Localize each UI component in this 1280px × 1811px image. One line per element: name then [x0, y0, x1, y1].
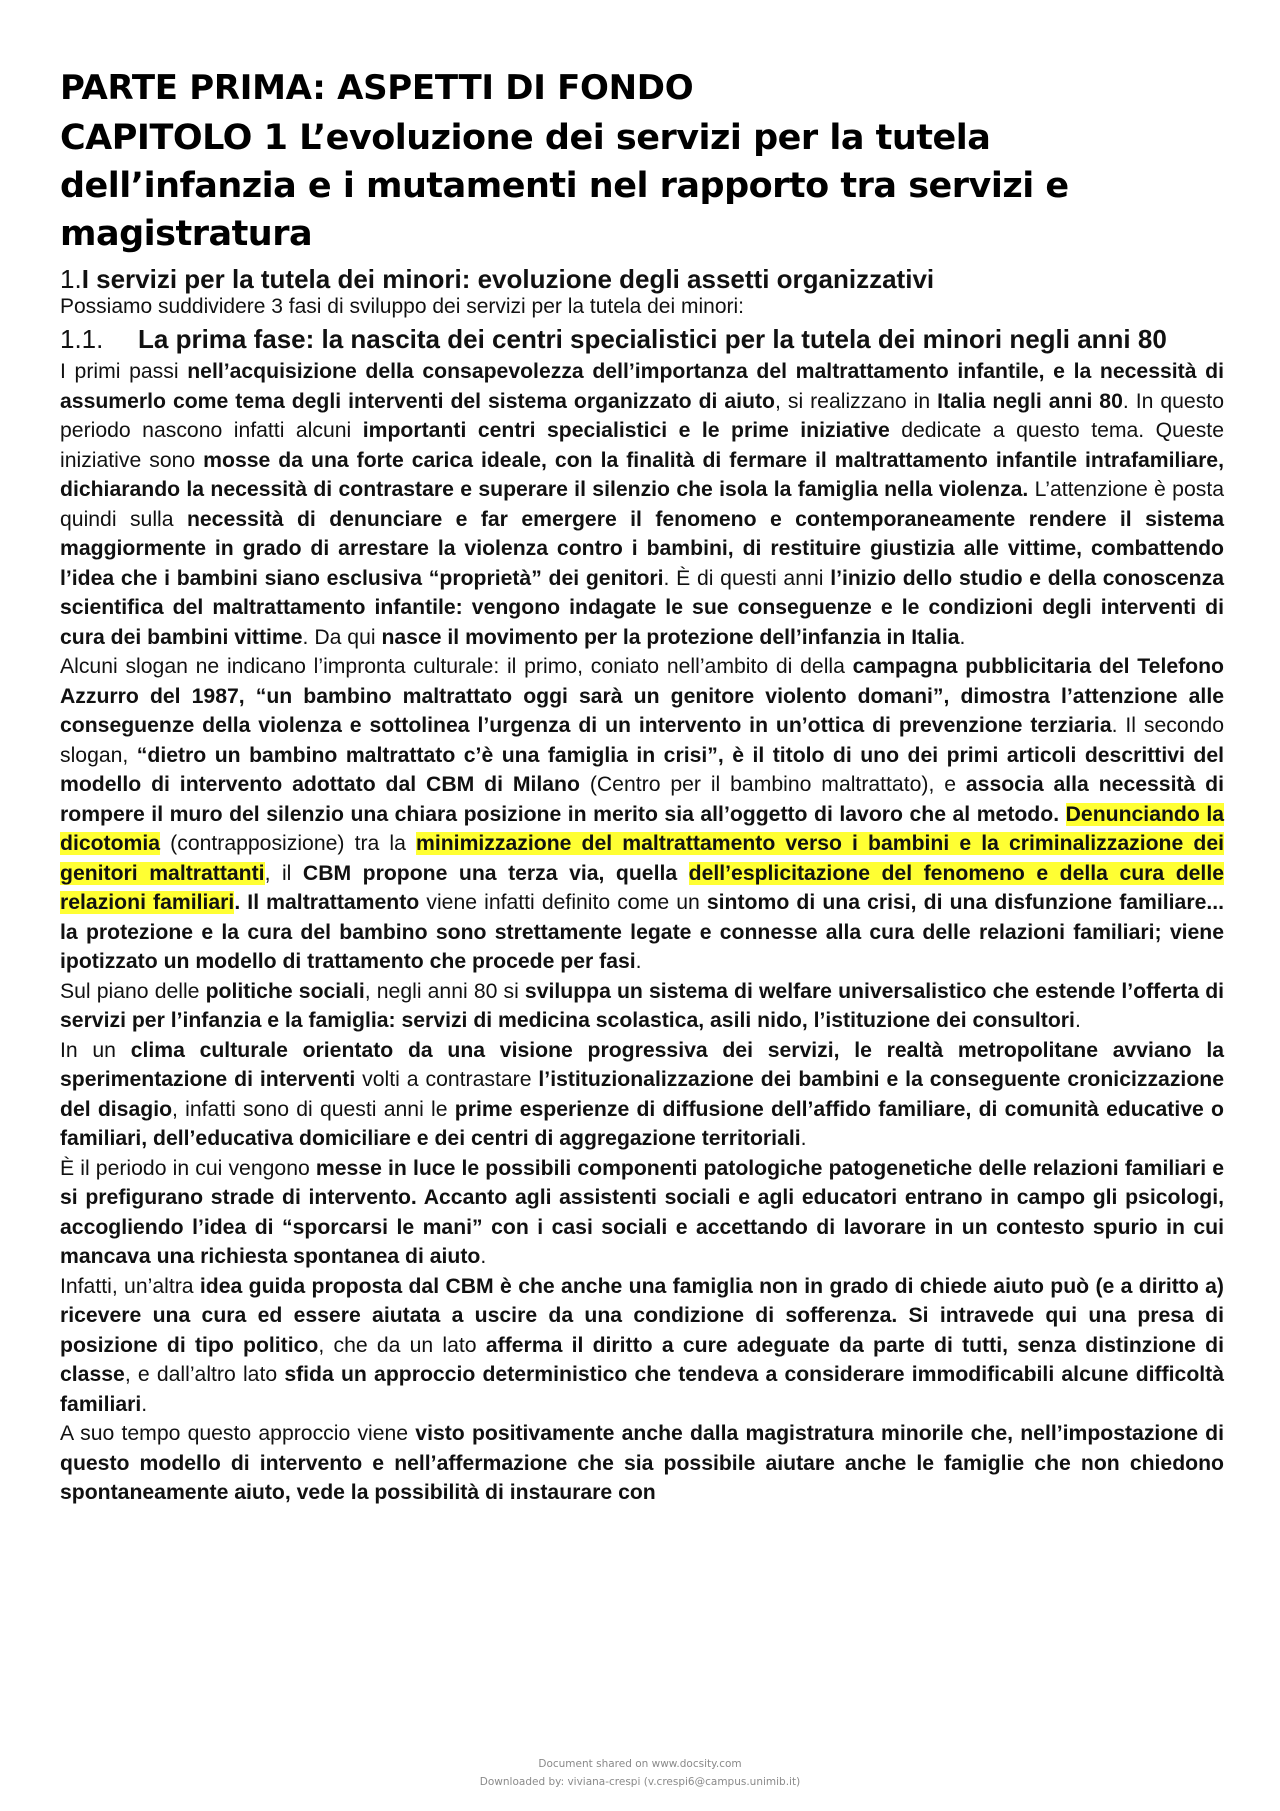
paragraph [60, 977, 1224, 1036]
text-run: . [800, 1127, 807, 1150]
paragraph [60, 652, 1224, 977]
text-run: visto positivamente anche dalla magistratura minorile che, nell’impostazione di questo modello di intervento e nell’affermazione che sia possibile aiutare anche le famiglie che non chiedono spontaneamente aiuto, vede la possibilità di instaurare con [60, 1422, 1225, 1504]
text-run: (contrapposizione) tra la [160, 832, 417, 855]
text-run: , e dall’altro lato [124, 1363, 285, 1386]
part-title: PARTE PRIMA: ASPETTI DI FONDO [60, 68, 694, 108]
text-run: . [1074, 1009, 1081, 1032]
text-run: dedicate a questo tema. Queste iniziative sono [60, 419, 1224, 472]
text-run: . [959, 625, 966, 649]
highlighted-text: Denunciando la dicotomia [60, 802, 1224, 855]
text-run: Sul piano delle [60, 979, 206, 1003]
text-run: , infatti sono di questi anni le [172, 1097, 455, 1121]
text-run: In un [60, 1038, 131, 1062]
footer-downloaded: Downloaded by: viviana-crespi (v.crespi6@campus.unimib.it) [479, 1776, 801, 1788]
intro-text: Possiamo suddividere 3 fasi di sviluppo dei servizi per la tutela dei minori: [60, 295, 744, 318]
text-run: . [480, 1245, 487, 1268]
subsection-heading [60, 324, 1224, 355]
text-run: , si realizzano in [775, 389, 938, 413]
text-run: sviluppa un sistema di welfare universalistico che estende l’offerta di servizi per l’infanzia e la famiglia: servizi di medicina scolastica, asili nido, l’istituzione dei consultori [60, 979, 1225, 1032]
text-run: afferma il diritto a cure adeguate da parte di tutti, senza distinzione di classe [60, 1333, 1225, 1386]
text-run: associa alla necessità di rompere il muro del silenzio una chiara posizione in merito sia all’oggetto di lavoro che al metodo. [60, 773, 1225, 826]
section-number: 1. [60, 264, 82, 294]
paragraph [60, 1272, 1224, 1420]
section-title: I servizi per la tutela dei minori: evoluzione degli assetti organizzativi [81, 264, 935, 294]
text-run: . È di questi anni [663, 566, 831, 590]
document-page [60, 66, 1224, 1508]
text-run: L’attenzione è posta quindi sulla [60, 478, 1225, 531]
text-run: nell’acquisizione della consapevolezza dell’importanza del maltrattamento infantile, e la necessità di assumerlo come tema degli interventi del sistema organizzato di aiuto [60, 360, 1224, 413]
subsection-title: La prima fase: la nascita dei centri specialistici per la tutela dei minori negli anni 80 [138, 324, 1167, 354]
text-run: “dietro un bambino maltrattato c’è una famiglia in crisi”, è il titolo di uno dei primi articoli descrittivi del modello di intervento adottato dal CBM di Milano [60, 743, 1224, 796]
text-run: È il periodo in cui vengono [60, 1156, 316, 1180]
text-run: prime esperienze di diffusione dell’affido familiare, di comunità educative o familiari, dell’educativa domiciliare e dei centri di aggregazione territoriali [60, 1097, 1225, 1150]
text-run: volti a contrastare [355, 1068, 539, 1091]
text-run: sintomo di una crisi, di una disfunzione familiare... la protezione e la cura del bambino sono strettamente legate e connesse alla cura delle relazioni familiari; viene ipotizzato un modello di trattamento che procede per fasi [60, 891, 1225, 973]
text-run: . Da qui [302, 625, 382, 649]
text-run: , che da un lato [318, 1333, 486, 1357]
paragraph [60, 1154, 1224, 1272]
text-run: clima culturale orientato da una visione progressiva dei servizi, le realtà metropolitane avviano la sperimentazione di interventi [60, 1038, 1224, 1091]
text-run: sfida un approccio deterministico che tendeva a considerare immodificabili alcune difficoltà familiari [60, 1363, 1224, 1416]
text-run: . In questo periodo nascono infatti alcuni [60, 389, 1224, 442]
paragraph [60, 357, 1224, 652]
text-run: . Il maltrattamento [234, 891, 420, 914]
text-run: messe in luce le possibili componenti patologiche patogenetiche delle relazioni familiari e si prefigurano strade di intervento. Accanto agli assistenti sociali e agli educatori entrano in campo gli psicologi, accogliendo l’idea di “sporcarsi le mani” con i casi sociali e accettando di lavorare in un contesto spurio in cui mancava una richiesta spontanea di aiuto [60, 1156, 1224, 1268]
text-run: l’inizio dello studio e della conoscenza scientifica del maltrattamento infantile: vengono indagate le sue conseguenze e le condizioni degli interventi di cura dei bambini vittime [60, 566, 1224, 649]
text-run: politiche sociali [205, 979, 365, 1003]
text-run: CBM propone una terza via, quella [302, 861, 689, 885]
text-run: importanti centri specialistici e le prime iniziative [362, 419, 890, 442]
text-run: l’istituzionalizzazione dei bambini e la conseguente cronicizzazione del disagio [60, 1068, 1224, 1121]
text-run: viene infatti definito come un [419, 891, 707, 914]
text-run: (Centro per il bambino maltrattato), e [579, 773, 966, 796]
text-run: I primi passi [60, 360, 188, 383]
highlighted-text: dell’esplicitazione del fenomeno e della cura delle relazioni familiari [60, 861, 1224, 914]
paragraph [60, 1419, 1224, 1508]
chapter-title: CAPITOLO 1 L’evoluzione dei servizi per la tutela dell’infanzia e i mutamenti nel rapporto tra servizi e magistratura [60, 118, 1069, 254]
text-run: , il [264, 861, 303, 885]
text-run: necessità di denunciare e far emergere il fenomeno e contemporaneamente rendere il sistema maggiormente in grado di arrestare la violenza contro i bambini, di restituire giustizia alle vittime, combattendo l’idea che i bambini siano esclusiva “proprietà” dei genitori [60, 507, 1224, 590]
text-run: . Il secondo slogan, [60, 714, 1224, 767]
footer-shared: Document shared on www.docsity.com [538, 1758, 742, 1770]
highlighted-text: minimizzazione del maltrattamento verso i bambini e la criminalizzazione dei genitori maltrattanti [60, 832, 1224, 885]
body-text [60, 357, 1224, 1508]
text-run: . [141, 1392, 148, 1416]
text-run: idea guida proposta dal CBM è che anche una famiglia non in grado di chiede aiuto può (e a diritto a) ricevere una cura ed essere aiutata a uscire da una condizione di sofferenza. Si intravede qui una presa di posizione di tipo politico [60, 1274, 1224, 1357]
section-heading [60, 264, 1224, 294]
subsection-number: 1.1. [60, 324, 104, 354]
text-run: mosse da una forte carica ideale, con la finalità di fermare il maltrattamento infantile intrafamiliare, dichiarando la necessità di contrastare e superare il silenzio che isola la famiglia nella violenza. [60, 448, 1224, 501]
text-run: Alcuni slogan ne indicano l’impronta culturale: il primo, coniato nell’ambito di della [60, 655, 853, 678]
text-run: Italia negli anni 80 [937, 389, 1123, 413]
text-run: , negli anni 80 si [364, 979, 525, 1003]
paragraph [60, 1036, 1224, 1154]
text-run: nasce il movimento per la protezione dell’infanzia in Italia [381, 625, 960, 649]
text-run: campagna pubblicitaria del Telefono Azzurro del 1987, “un bambino maltrattato oggi sarà un genitore violento domani”, dimostra l’attenzione alle conseguenze della violenza e sottolinea l’urgenza di un intervento in un’ottica di prevenzione terziaria [60, 655, 1225, 737]
text-run: Infatti, un’altra [60, 1274, 200, 1298]
text-run: . [635, 950, 642, 973]
text-run: A suo tempo questo approccio viene [60, 1422, 416, 1445]
